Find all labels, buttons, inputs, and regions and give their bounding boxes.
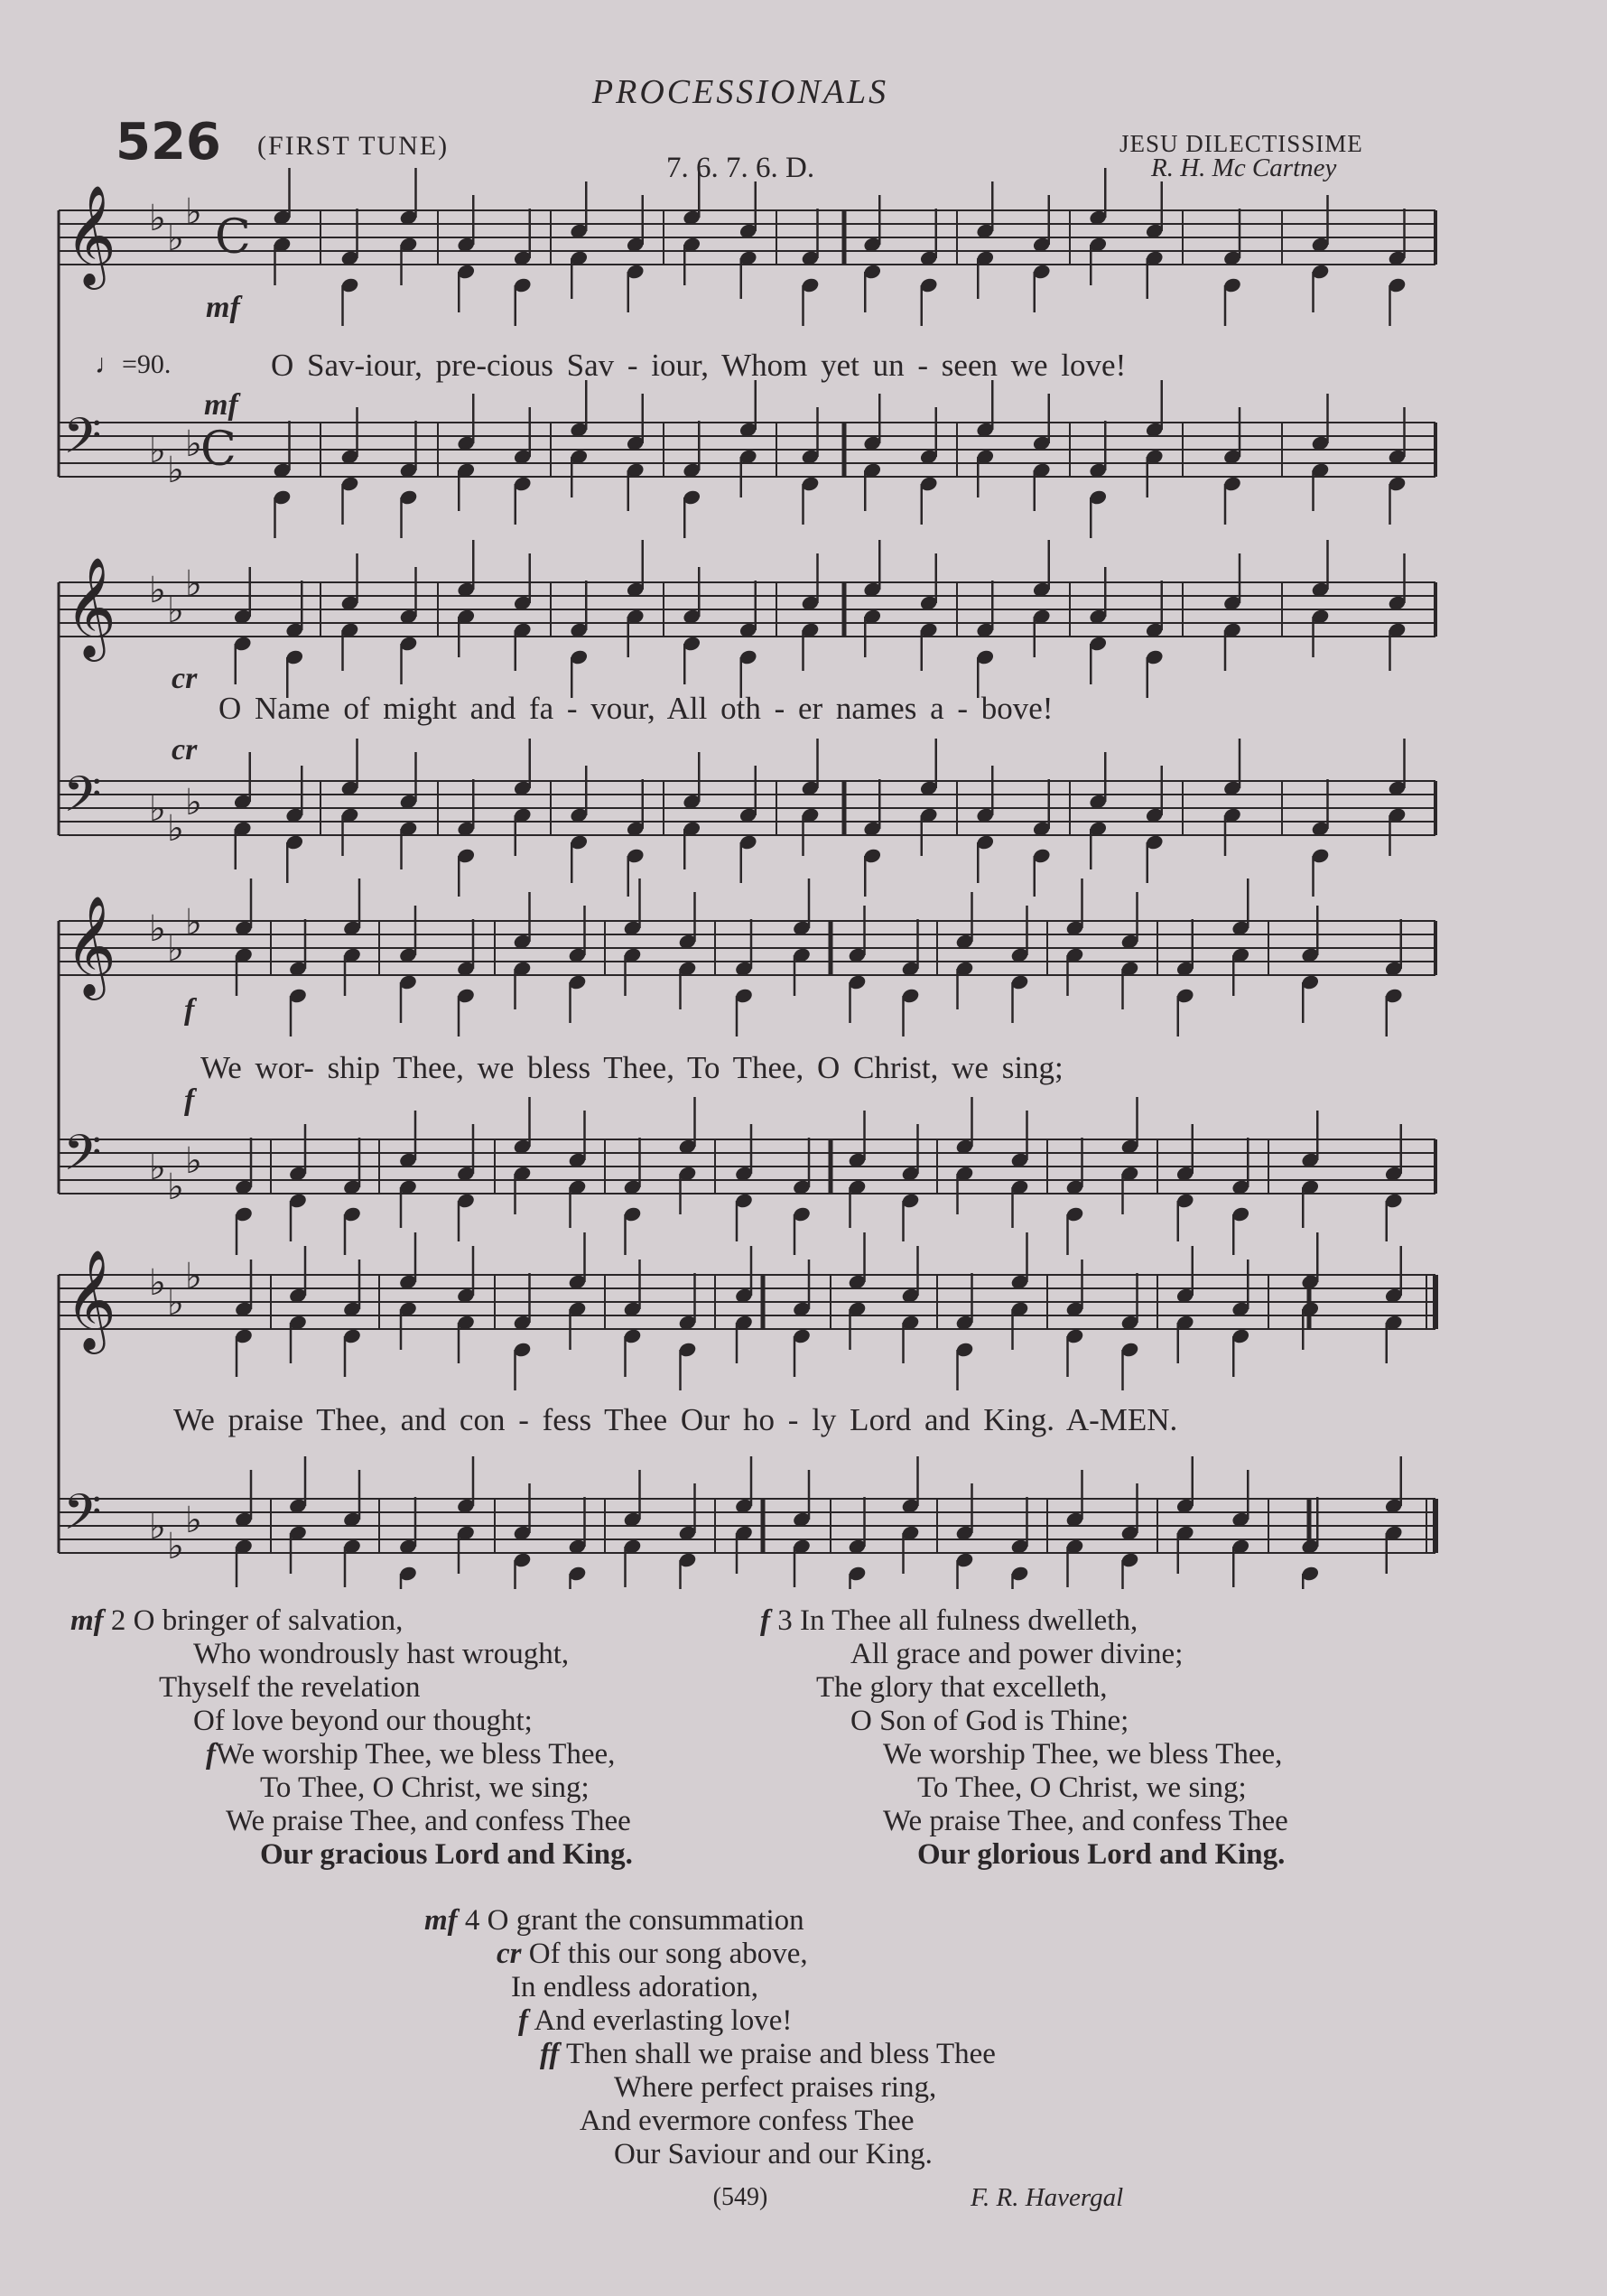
bass-clef-icon: 𝄢 [63,766,102,835]
verse-line: In endless adoration, [511,1971,759,2003]
flat-icon: ♭ [149,1147,166,1188]
dynamic-treble-1: mf [206,291,240,324]
verse-line: 2 O bringer of salvation, [110,1604,404,1637]
common-time-icon: C [215,210,251,265]
verse-line: To Thee, O Christ, we sing; [917,1771,1247,1804]
verse-line: Our gracious Lord and King. [260,1838,633,1871]
lyrics-line-1: O Sav-iour, pre-cious Sav - iour, Whom yet un - seen we love! [271,348,1127,383]
verse-line: O Son of God is Thine; [850,1705,1129,1737]
dynamic-bass-3: f [184,1083,195,1117]
flat-icon: ♭ [149,1506,166,1548]
author: F. R. Havergal [971,2183,1124,2212]
verse-4-dynamic-ff: ff [540,2038,560,2070]
flat-icon: ♭ [185,191,202,233]
dynamic-treble-2: cr [172,662,198,695]
verse-line: Then shall we praise and bless Thee [566,2038,996,2070]
tune-label: (FIRST TUNE) [257,131,450,161]
flat-icon: ♭ [167,450,184,491]
flat-icon: ♭ [149,430,166,471]
dynamic-treble-3: f [184,993,195,1027]
hymn-number: 526 [116,113,221,172]
treble-clef-icon: 𝄞 [65,1249,116,1350]
flat-icon: ♭ [167,1282,184,1324]
flat-icon: ♭ [185,563,202,605]
dynamic-bass-1: mf [204,388,238,422]
flat-icon: ♭ [167,928,184,970]
verse-2-dynamic: mf [70,1604,104,1637]
lyrics-line-2: O Name of might and fa - vour, All oth - er names a - bove! [218,691,1054,726]
verse-line: Our glorious Lord and King. [917,1838,1286,1871]
verse-line: Of this our song above, [528,1938,808,1970]
treble-clef-icon: 𝄞 [65,556,116,657]
verse-4-dynamic-cr: cr [497,1938,522,1970]
flat-icon: ♭ [167,1526,184,1567]
lyrics-line-4: We praise Thee, and con - fess Thee Our ho - ly Lord and King. A-MEN. [173,1402,1178,1437]
meter: 7. 6. 7. 6. D. [666,152,815,184]
lyrics-line-3: We wor- ship Thee, we bless Thee, To Thee, O Christ, we sing; [200,1050,1064,1085]
verse-2 [70,1604,633,1872]
flat-icon: ♭ [185,1500,202,1541]
verse-line: We worship Thee, we bless Thee, [883,1738,1283,1771]
verse-line: Where perfect praises ring, [614,2071,937,2104]
verse-4-dynamic-f: f [518,2004,528,2037]
verse-line: Of love beyond our thought; [193,1705,533,1737]
flat-icon: ♭ [185,782,202,823]
verse-line: To Thee, O Christ, we sing; [260,1771,590,1804]
treble-clef-icon: 𝄞 [65,895,116,996]
flat-icon: ♭ [149,1262,166,1304]
flat-icon: ♭ [185,1256,202,1297]
verse-3-dynamic: f [760,1604,770,1637]
bass-clef-icon: 𝄢 [63,1124,102,1194]
verse-line: 4 O grant the consummation [464,1904,804,1937]
section-title: PROCESSIONALS [591,73,889,111]
flat-icon: ♭ [167,1167,184,1208]
flat-icon: ♭ [149,788,166,830]
verse-line: Thyself the revelation [159,1671,421,1704]
flat-icon: ♭ [167,218,184,259]
bass-clef-icon: 𝄢 [63,1483,102,1553]
flat-icon: ♭ [185,423,202,465]
verse-line: And everlasting love! [534,2004,793,2037]
common-time-icon: C [200,423,237,477]
verse-line: We praise Thee, and confess Thee [883,1805,1288,1837]
verse-3 [760,1604,1288,1872]
flat-icon: ♭ [149,570,166,611]
verse-line: The glory that excelleth, [816,1671,1108,1704]
page-number: (549) [712,2183,768,2211]
flat-icon: ♭ [185,1140,202,1182]
flat-icon: ♭ [185,902,202,943]
verse-line: Our Saviour and our King. [614,2138,933,2171]
dynamic-bass-2: cr [172,733,198,767]
tune-name: JESU DILECTISSIME [1119,130,1363,157]
verse-line: We worship Thee, we bless Thee, [216,1738,616,1771]
verse-2-dynamic-f: f [206,1738,216,1771]
tempo-marking: ♩=90. [95,349,172,379]
flat-icon: ♭ [149,198,166,239]
verse-line: And evermore confess Thee [580,2105,915,2137]
verse-line: All grace and power divine; [850,1638,1184,1670]
flat-icon: ♭ [167,590,184,631]
verse-line: Who wondrously hast wrought, [193,1638,570,1670]
verse-line: 3 In Thee all fulness dwelleth, [777,1604,1138,1637]
flat-icon: ♭ [149,908,166,950]
treble-clef-icon: 𝄞 [65,184,116,285]
bass-clef-icon: 𝄢 [63,407,102,477]
verse-line: We praise Thee, and confess Thee [226,1805,631,1837]
verse-4-dynamic: mf [424,1904,458,1937]
composer: R. H. Mc Cartney [1151,153,1337,182]
flat-icon: ♭ [167,808,184,850]
verse-4 [424,1904,996,2171]
